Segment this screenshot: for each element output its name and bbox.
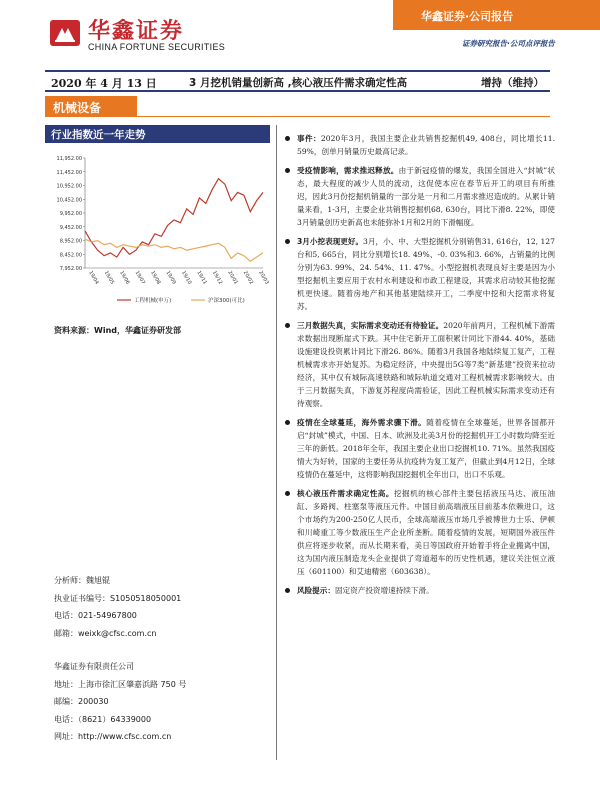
chart-source: 资料来源：Wind，华鑫证券研发部 [54,326,181,335]
bullet-item [285,132,555,158]
company-info [54,658,186,746]
bullet-dot-icon [285,168,290,173]
bullet-item [285,584,555,597]
bullet-item [285,416,555,481]
bullet-text: 随着疫情在全球蔓延，世界各国都开启“封城”模式，中国、日本、欧洲及北美3月份的挖掘机开工小时数均降至近三年的新低。2018年全年，我国主要企业出口挖掘机10. 71%。虽然我国疫情大为好转，国家的主要任务从抗疫转为复工复产，但截止到4月12日，全球疫情仍在蔓延中，这将影响我国挖掘机全年出口，出口不乐观。 [297,418,556,479]
company-phone: 电话：（8621）64339000 [54,714,152,724]
sector-label: 机械设备 [45,96,137,117]
report-date: 2020 年 4 月 13 日 [51,77,157,90]
bullet-item [285,235,555,313]
bullet-lead: 风险提示： [297,586,335,595]
x-tick-label: 19/04 [87,270,100,286]
key-points [285,132,555,603]
analyst-info [54,572,181,642]
x-tick-label: 19/11 [195,270,208,286]
bullet-dot-icon [285,491,290,496]
legend-label-0: 工程机械(申万) [134,298,172,304]
bullet-lead: 事件： [297,134,321,143]
series-line-0 [85,179,263,257]
bullet-lead: 受疫情影响，需求推迟释放。 [297,166,399,175]
report-subtitle: 证券研究报告·公司点评报告 [462,39,555,48]
bullet-text: 2020年前两月，工程机械下游需求数据出现断崖式下跌。其中住宅新开工面积累计同比下滑44. 40%，基础设施建设投资累计同比下滑26. 86%。随着3月我国各地陆续复工复产，工程机械需求亦开始复苏。为稳定经济，中央提出5G等7类“新基建”投资来拉动经济，其中仅有城际高速铁路和城际轨道交通对工程机械需求影响较大。由于三月数据失真，下游复苏程度尚需验证，因此工程机械实际需求变动还有待观察。 [297,321,555,408]
bullet-lead: 3月小挖表现更好。 [297,237,364,246]
bullet-text: 挖掘机的核心部件主要包括液压马达、液压油缸、多路阀、柱塞泵等液压元件。中国目前高端液压目前基本依赖进口，这个市场约为200-250亿人民币，全球高端液压市场几乎被博世力士乐、伊顿和川崎重工等少数液压生产企业所垄断。随着疫情的发展，短期国外液压件供应将逐步收紧，而从长期来看，美日等国政府开始着手将企业搬离中国，这为国内液压制造龙头企业提供了弯道超车的历史性机遇，建议关注恒立液压（601100）和艾迪精密（603638）。 [297,489,556,576]
y-tick-label: 9,452.00 [59,224,82,231]
y-tick-label: 8,452.00 [59,252,82,259]
index-trend-chart [45,148,270,308]
x-tick-label: 19/08 [149,270,162,286]
chart-svg [45,148,270,308]
brand-name: 华鑫证券 [88,18,185,44]
brand-english: CHINA FORTUNE SECURITIES [88,42,226,52]
legend-label-1: 沪深300(可比) [208,298,245,304]
company-address: 地址：上海市徐汇区肇嘉浜路 750 号 [54,679,187,689]
bullet-text: 2020年3月，我国主要企业共销售挖掘机49, 408台，同比增长11. 59%，创单月销量历史最高记录。 [297,134,556,156]
x-tick-label: 19/12 [210,270,224,286]
x-tick-label: 20/01 [226,270,239,286]
y-tick-label: 11,452.00 [56,169,82,176]
bullet-dot-icon [285,588,290,593]
y-tick-label: 7,952.00 [59,266,82,272]
y-tick-label: 10,952.00 [56,183,82,190]
y-tick-label: 9,952.00 [59,211,82,217]
y-tick-label: 8,952.00 [59,238,82,245]
company-name: 华鑫证券有限责任公司 [54,662,134,671]
series-line-1 [85,239,263,261]
analyst-email[interactable]: 邮箱：weixk@cfsc.com.cn [54,628,157,638]
analyst-phone: 电话：021-54967800 [54,611,137,620]
x-tick-label: 19/06 [118,270,131,286]
y-tick-label: 10,452.00 [56,197,82,204]
bullet-lead: 疫情在全球蔓延，海外需求骤下滑。 [297,418,427,427]
x-tick-label: 19/05 [102,270,116,286]
bullet-item [285,319,555,410]
bullet-text: 固定资产投资增速持续下滑。 [334,586,434,595]
analyst-name: 分析师：魏旭锟 [54,576,110,585]
x-tick-label: 19/07 [133,270,147,286]
bullet-dot-icon [285,136,290,141]
company-website[interactable]: 网址：http://www.cfsc.com.cn [54,732,172,741]
column-divider [276,125,277,760]
bullet-text: 由于新冠疫情的爆发，我国全国进入“封城”状态，最大程度的减少人员的流动，这促使本应在春节后开工的项目有所推迟，因此3月份挖掘机销量的一部分是一月和二月需求推迟造成的。从累计销量来看，1-3月，主要企业共销售挖掘机68, 630台，同比下滑8. 22%，即使3月销量创历史新高也未能弥补1月和2月的下滑幅度。 [297,166,556,227]
title-bar [45,70,550,92]
report-title: 3 月挖机销量创新高 ,核心液压件需求确定性高 [189,77,408,89]
bullet-item [285,487,555,578]
y-tick-label: 11,952.00 [56,156,82,162]
bullet-lead: 核心液压件需求确定性高。 [297,489,394,498]
x-tick-label: 20/02 [241,270,255,286]
chart-panel-title: 行业指数近一年走势 [45,125,270,143]
bullet-dot-icon [285,420,290,425]
x-tick-label: 20/03 [257,270,270,286]
rating: 增持（维持） [481,77,544,89]
bullet-dot-icon [285,239,290,244]
sector-divider [137,116,550,117]
company-zip: 邮编：200030 [54,697,109,706]
x-tick-label: 19/10 [179,270,193,286]
bullet-text: 3月，小、中、大型挖掘机分别销售31, 616台，12, 127台和5, 665台，同比分别增长18. 49%、-0. 03%和3. 66%，占销量的比例分别为63. 99%、24. 54%、11. 47%。小型挖掘机表现良好主要是因为小型挖掘机主要应用于农村水利建设和市政工程建设，其需求启动较其他挖掘机更快速。随着房地产和其他基建陆续开工，二季度中挖和大挖需求将复苏。 [297,237,555,311]
analyst-license: 执业证书编号：S1050518050001 [54,593,182,603]
bullet-item [285,164,555,229]
x-tick-label: 19/09 [164,270,177,286]
bullet-dot-icon [285,323,290,328]
report-type-tab: 华鑫证券·公司报告 [393,0,600,30]
company-logo [50,20,80,46]
bullet-lead: 三月数据失真，实际需求变动还有待验证。 [297,321,444,330]
